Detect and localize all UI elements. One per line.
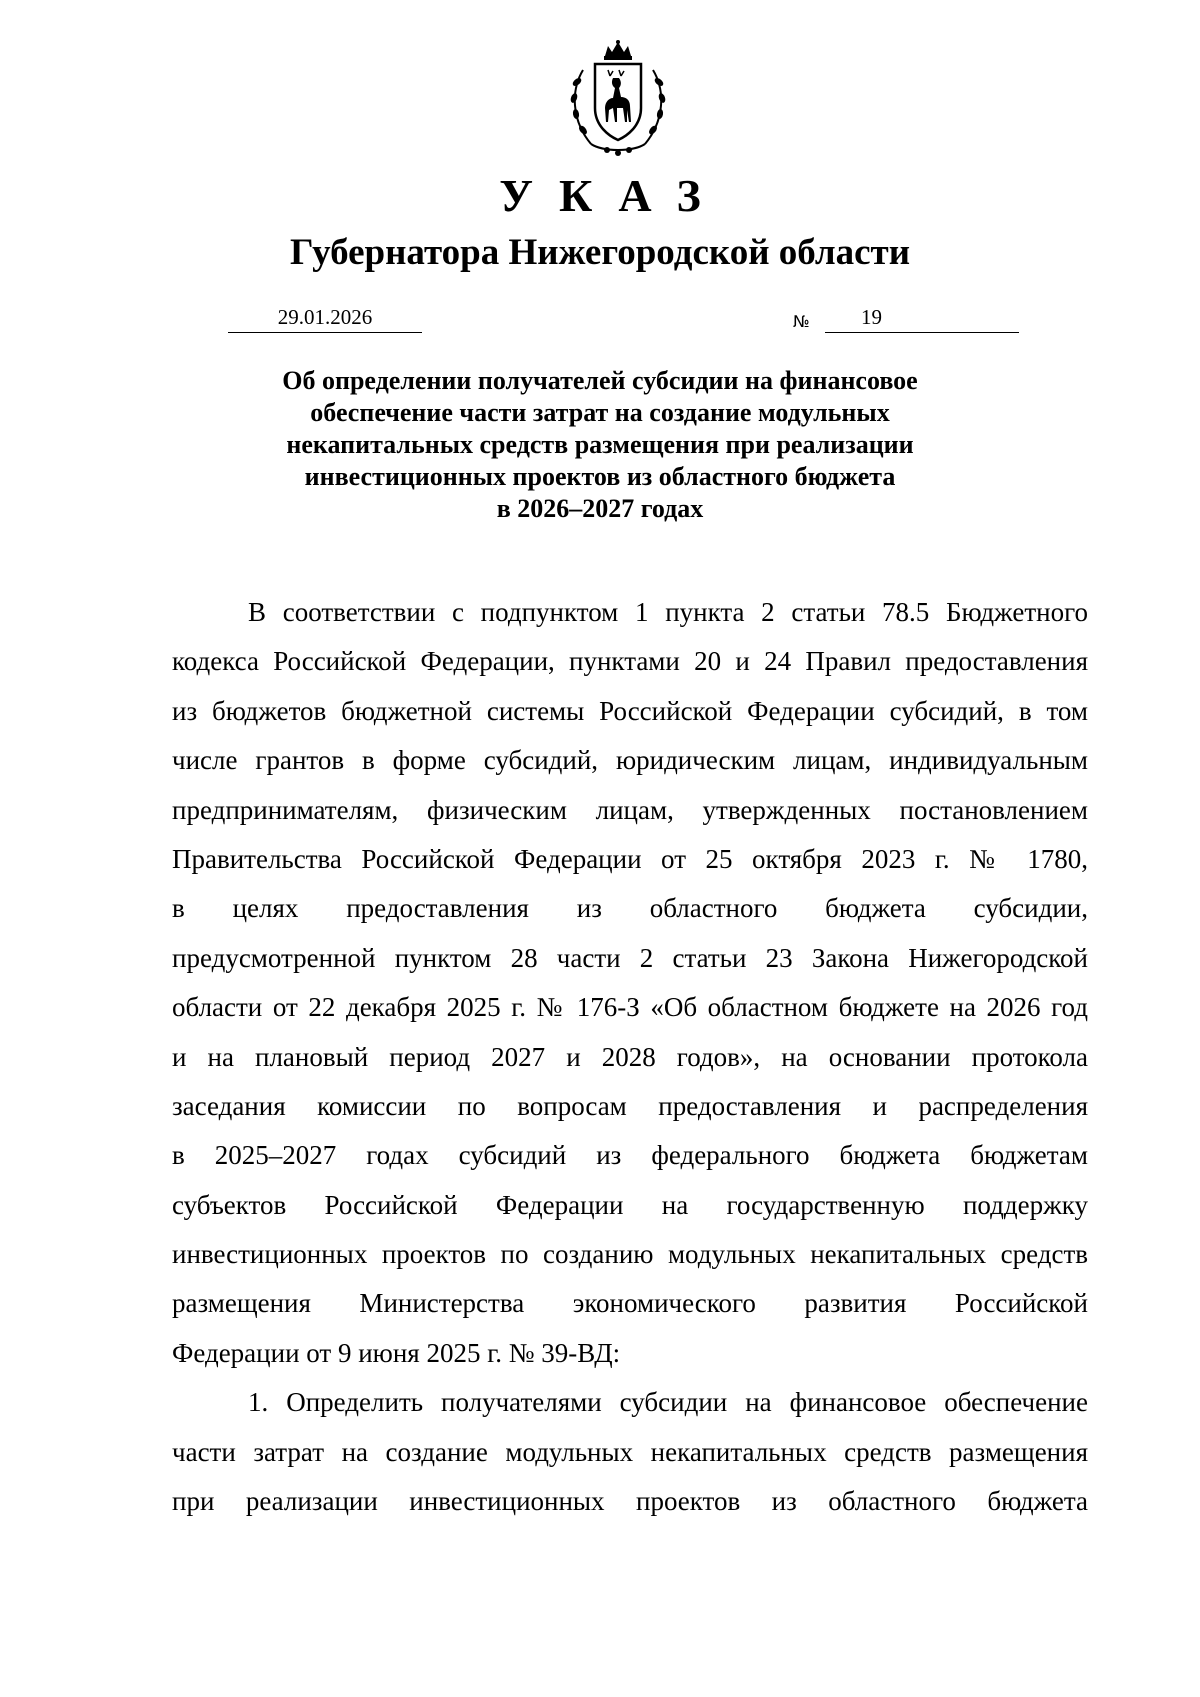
subject-line: инвестиционных проектов из областного бюджета <box>304 462 896 491</box>
preamble-paragraph <box>172 588 1088 1378</box>
body-line: инвестиционных проектов по созданию модульных некапитальных средств <box>172 1239 1088 1270</box>
body-line: при реализации инвестиционных проектов из областного бюджета <box>172 1486 1088 1517</box>
document-body <box>172 588 1088 1526</box>
subject-line: Об определении получателей субсидии на финансовое <box>282 366 918 395</box>
body-line: из бюджетов бюджетной системы Российской Федерации субсидий, в том <box>172 695 1088 726</box>
body-line: числе грантов в форме субсидий, юридическим лицам, индивидуальным <box>172 745 1088 776</box>
issuer-heading: Губернатора Нижегородской области <box>289 232 911 273</box>
body-line: части затрат на создание модульных некапитальных средств размещения <box>172 1436 1088 1467</box>
body-line: заседания комиссии по вопросам предоставления и распределения <box>172 1090 1088 1121</box>
document-type-heading: УКАЗ <box>499 170 727 221</box>
body-line: Федерации от 9 июня 2025 г. № 39-ВД: <box>172 1337 621 1368</box>
subject-line: в 2026–2027 годах <box>496 494 704 523</box>
body-line: предпринимателям, физическим лицам, утвержденных постановлением <box>172 794 1088 825</box>
body-line: в 2025–2027 годах субсидий из федерального бюджета бюджетам <box>172 1140 1088 1171</box>
subject-line: некапитальных средств размещения при реализации <box>286 430 914 459</box>
number-sign-label: № <box>793 312 810 331</box>
body-line: области от 22 декабря 2025 г. № 176-З «Об областном бюджете на 2026 год <box>172 992 1088 1023</box>
body-line: предусмотренной пунктом 28 части 2 статьи 23 Закона Нижегородской <box>172 942 1088 973</box>
coat-of-arms-emblem-icon <box>563 40 673 158</box>
document-date: 29.01.2026 <box>228 302 422 333</box>
body-line: субъектов Российской Федерации на государственную поддержку <box>172 1189 1088 1220</box>
clause-1-paragraph <box>172 1378 1088 1526</box>
body-line: размещения Министерства экономического развития Российской <box>172 1288 1088 1319</box>
subject-line: обеспечение части затрат на создание модульных <box>310 398 890 427</box>
body-line: в целях предоставления из областного бюджета субсидии, <box>172 893 1088 924</box>
body-line: Правительства Российской Федерации от 25 октября 2023 г. № 1780, <box>172 843 1088 874</box>
body-line: кодекса Российской Федерации, пунктами 20 и 24 Правил предоставления <box>172 646 1088 677</box>
document-subject <box>0 365 1200 525</box>
document-number: 19 <box>861 305 882 329</box>
document-number-field <box>825 302 1019 333</box>
body-line: и на плановый период 2027 и 2028 годов», на основании протокола <box>172 1041 1088 1072</box>
body-line: В соответствии с подпунктом 1 пункта 2 статьи 78.5 Бюджетного <box>248 597 1088 627</box>
body-line: 1. Определить получателями субсидии на финансовое обеспечение <box>248 1387 1088 1418</box>
